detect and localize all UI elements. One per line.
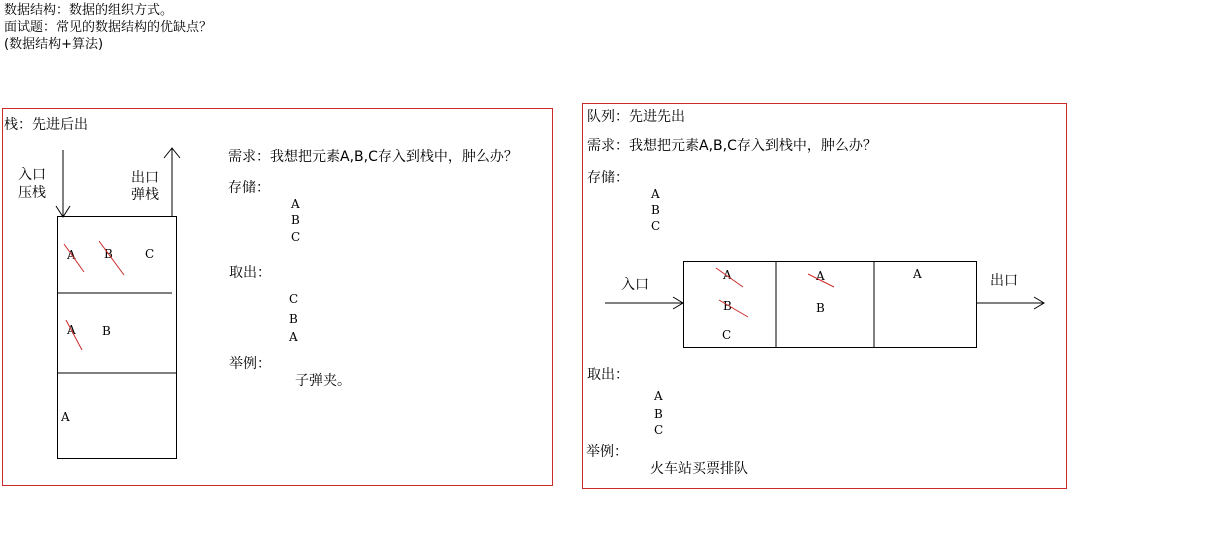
queue-exit-arrow-icon: [977, 297, 1044, 309]
stack-fetch-item-b: B: [289, 312, 298, 326]
strike-queue-a1: [716, 268, 743, 287]
queue-cell1-item-c: C: [722, 328, 732, 342]
queue-entry-arrow-icon: [605, 297, 683, 309]
stack-cell3-item-a: A: [61, 410, 70, 424]
header-line-2: 面试题：常见的数据结构的优缺点？: [4, 20, 213, 35]
stack-store-item-c: C: [291, 230, 301, 244]
stack-cell1-item-b: B: [104, 247, 113, 261]
stack-cell1-item-a: A: [67, 248, 76, 262]
queue-cell2-item-b: B: [816, 301, 825, 315]
strike-queue-b1: [719, 300, 748, 317]
strike-stack-b1: [99, 241, 124, 275]
queue-store-item-c: C: [651, 219, 661, 233]
header-line-1: 数据结构：数据的组织方式。: [4, 3, 174, 18]
stack-fetch-label: 取出：: [229, 265, 271, 281]
queue-entry-label: 入口: [621, 277, 649, 293]
strike-stack-a2: [66, 320, 82, 350]
stack-push-label: 压栈: [18, 185, 46, 201]
queue-cell1-item-b: B: [723, 299, 732, 313]
stack-store-item-a: A: [291, 197, 300, 211]
queue-store-item-b: B: [651, 203, 660, 217]
queue-requirement: 需求：我想把元素A,B,C存入到栈中，肿么办？: [587, 138, 877, 154]
stack-cell1-item-c: C: [145, 247, 155, 261]
header-line-3: (数据结构+算法): [4, 37, 104, 52]
queue-store-item-a: A: [651, 187, 660, 201]
stack-entry-label: 入口: [18, 167, 46, 183]
queue-cell3-item-a: A: [913, 267, 922, 281]
strike-stack-a1: [64, 244, 84, 272]
queue-cell1-item-a: A: [723, 268, 732, 282]
queue-fetch-item-c: C: [654, 423, 664, 437]
stack-store-label: 存储：: [228, 180, 270, 196]
stack-requirement: 需求：我想把元素A,B,C存入到栈中，肿么办？: [228, 149, 518, 165]
queue-fetch-label: 取出：: [587, 367, 629, 383]
queue-store-label: 存储：: [587, 170, 629, 186]
stack-pop-label: 弹栈: [131, 187, 159, 203]
queue-example-value: 火车站买票排队: [650, 461, 748, 477]
queue-title: 队列：先进先出: [587, 109, 685, 125]
queue-fetch-item-b: B: [654, 407, 663, 421]
stack-fetch-item-a: A: [289, 330, 298, 344]
pop-arrow-icon: [164, 148, 180, 216]
stack-exit-label: 出口: [131, 170, 159, 186]
stack-title: 栈：先进后出: [4, 117, 88, 133]
stack-example-value: 子弹夹。: [295, 373, 351, 389]
stack-fetch-item-c: C: [289, 292, 299, 306]
queue-cell2-item-a: A: [816, 269, 825, 283]
push-arrow-icon: [56, 150, 70, 217]
queue-exit-label: 出口: [990, 273, 1018, 289]
queue-fetch-item-a: A: [654, 389, 663, 403]
stack-cell2-item-b: B: [102, 324, 111, 338]
stack-store-item-b: B: [291, 213, 300, 227]
stack-example-label: 举例：: [229, 356, 271, 372]
queue-example-label: 举例：: [586, 444, 628, 460]
strike-queue-a2: [808, 274, 834, 287]
stack-cell2-item-a: A: [67, 323, 76, 337]
